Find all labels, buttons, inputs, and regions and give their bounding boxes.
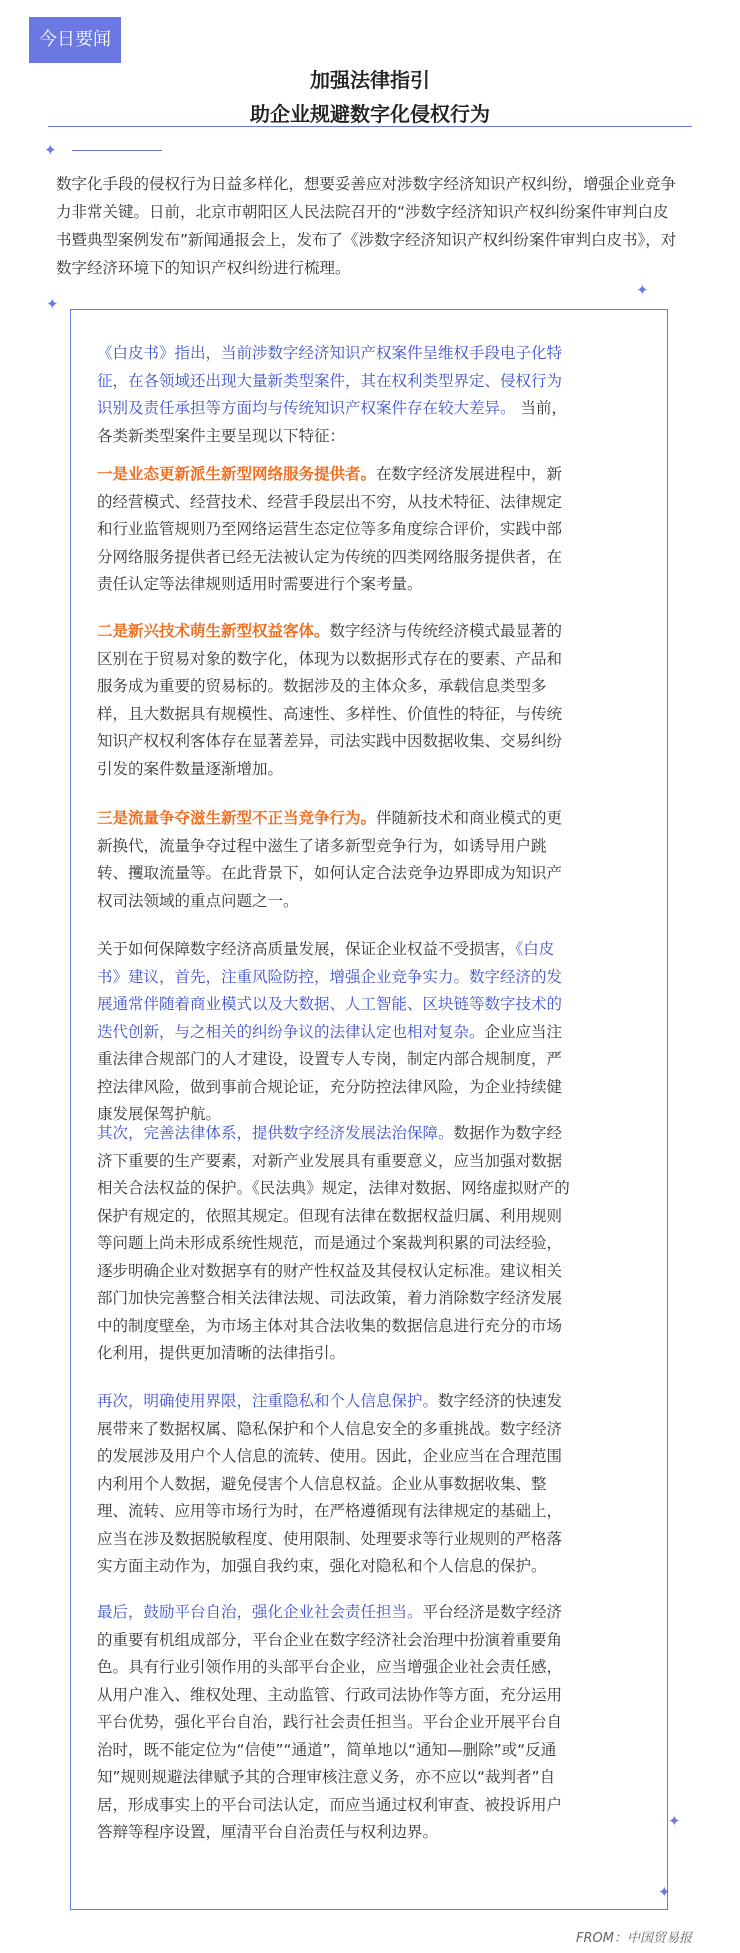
highlight-text: 一是业态更新派生新型网络服务提供者。 [97,465,377,483]
headline-line-2: 助企业规避数字化侵权行为 [250,102,490,126]
body-text: 关于如何保障数字经济高质量发展，保证企业权益不受损害， [97,940,516,958]
body-text: 伴随新技术和商业模式的更新换代，流量争夺过程中滋生了诸多新型竞争行为，如诱导用户跳转、攫取流量等。在此背景下，如何认定合法竞争边界即成为知识产权司法领域的重点问题之一。 [97,809,563,910]
body-text: 在数字经济发展进程中，新的经营模式、经营技术、经营手段层出不穷，从技术特征、法律规定和行业监管规则乃至网络运营生态定位等多角度综合评价，实践中部分网络服务提供者已经无法被认定为传统的四类网络服务提供者，在责任认定等法律规则适用时需要进行个案考量。 [97,465,563,593]
decorative-line [72,150,162,151]
body-text: 数字经济与传统经济模式最显著的区别在于贸易对象的数字化，体现为以数据形式存在的要素、产品和服务成为重要的贸易标的。数据涉及的主体众多，承载信息类型多样，且大数据具有规模性、高速性、多样性、价值性的特征，与传统知识产权权利客体存在显著差异，司法实践中因数据收集、交易纠纷引发的案件数量逐渐增加。 [97,622,563,778]
highlight-text: 《白皮书》建议，首先，注重风险防控，增强企业竞争实力。数字经济的发展通常伴随着商业模式以及大数据、人工智能、区块链等数字技术的迭代创新，与之相关的纠纷争议的法律认定也相对复杂。 [97,940,563,1041]
paragraph-suggestion-4 [97,1599,577,1847]
highlight-text: 最后，鼓励平台自治，强化企业社会责任担当。 [97,1603,423,1621]
sparkle-icon: ✦ [658,1883,671,1901]
headline-line-1: 加强法律指引 [310,68,430,92]
title-divider [48,126,692,127]
paragraph-feature-1 [97,461,577,618]
sparkle-icon: ✦ [668,1812,681,1830]
highlight-text: 《白皮书》指出，当前涉数字经济知识产权案件呈维权手段电子化特征，在各领域还出现大量新类型案件，其在权利类型界定、侵权行为识别及责任承担等方面均与传统知识产权案件存在较大差异。 [97,344,563,417]
sparkle-icon: ✦ [636,281,649,299]
body-text: 企业应当注重法律合规部门的人才建设，设置专人专岗，制定内部合规制度，严控法律风险，做到事前合规论证，充分防控法律风险，为企业持续健康发展保驾护航。 [97,1022,563,1123]
paragraph-suggestion-3 [97,1388,577,1599]
paragraph-suggestion-1 [97,936,577,1123]
body-text: 数字经济的快速发展带来了数据权属、隐私保护和个人信息安全的多重挑战。数字经济的发展涉及用户个人信息的流转、使用。因此，企业应当在合理范围内利用个人数据，避免侵害个人信息权益。企业从事数据收集、整理、流转、应用等市场行为时，在严格遵循现有法律规定的基础上，应当在涉及数据脱敏程度、使用限制、处理要求等行业规则的严格落实方面主动作为，加强自我约束，强化对隐私和个人信息的保护。 [97,1392,563,1575]
section-tag: 今日要闻 [29,17,121,63]
source-credit: FROM：中国贸易报 [576,1931,692,1946]
body-text: 当前，各类新类型案件主要呈现以下特征： [97,399,567,445]
paragraph-overview [97,340,577,461]
sparkle-icon: ✦ [44,141,57,159]
body-text: 平台经济是数字经济的重要有机组成部分，平台企业在数字经济社会治理中扮演着重要角色。具有行业引领作用的头部平台企业，应当增强企业社会责任感，从用户准入、维权处理、主动监管、行政司法协作等方面，充分运用平台优势，强化平台自治，践行社会责任担当。平台企业开展平台自治时，既不能定位为“信使”“通道”，简单地以“通知—删除”或“反通知”规则规避法律赋予其的合理审核注意义务，亦不应以“裁判者”自居，形成事实上的平台司法认定，而应当通过权利审查、被投诉用户答辩等程序设置，厘清平台自治责任与权利边界。 [97,1603,563,1841]
intro-paragraph: 数字化手段的侵权行为日益多样化，想要妥善应对涉数字经济知识产权纠纷，增强企业竞争力非常关键。日前，北京市朝阳区人民法院召开的“涉数字经济知识产权纠纷案件审判白皮书暨典型案例发布”新闻通报会上，发布了《涉数字经济知识产权纠纷案件审判白皮书》，对数字经济环境下的知识产权纠纷进行梳理。 [56,175,677,277]
article-body [97,340,577,1847]
highlight-text: 再次，明确使用界限，注重隐私和个人信息保护。 [97,1392,439,1410]
highlight-text: 三是流量争夺滋生新型不正当竞争行为。 [97,809,377,827]
body-text: 数据作为数字经济下重要的生产要素，对新产业发展具有重要意义，应当加强对数据相关合法权益的保护。《民法典》规定，法律对数据、网络虚拟财产的保护有规定的，依照其规定。但现有法律在数据权益归属、利用规则等问题上尚未形成系统性规范，而是通过个案裁判积累的司法经验，逐步明确企业对数据享有的财产性权益及其侵权认定标准。建议相关部门加快完善整合相关法律法规、司法政策，着力消除数字经济发展中的制度壁垒，为市场主体对其合法收集的数据信息进行充分的市场化利用，提供更加清晰的法律指引。 [97,1124,570,1362]
highlight-text: 其次，完善法律体系，提供数字经济发展法治保障。 [97,1124,454,1142]
paragraph-feature-3 [97,805,577,936]
sparkle-icon: ✦ [46,295,59,313]
paragraph-suggestion-2 [97,1120,577,1388]
paragraph-feature-2 [97,618,577,805]
highlight-text: 二是新兴技术萌生新型权益客体。 [97,622,330,640]
